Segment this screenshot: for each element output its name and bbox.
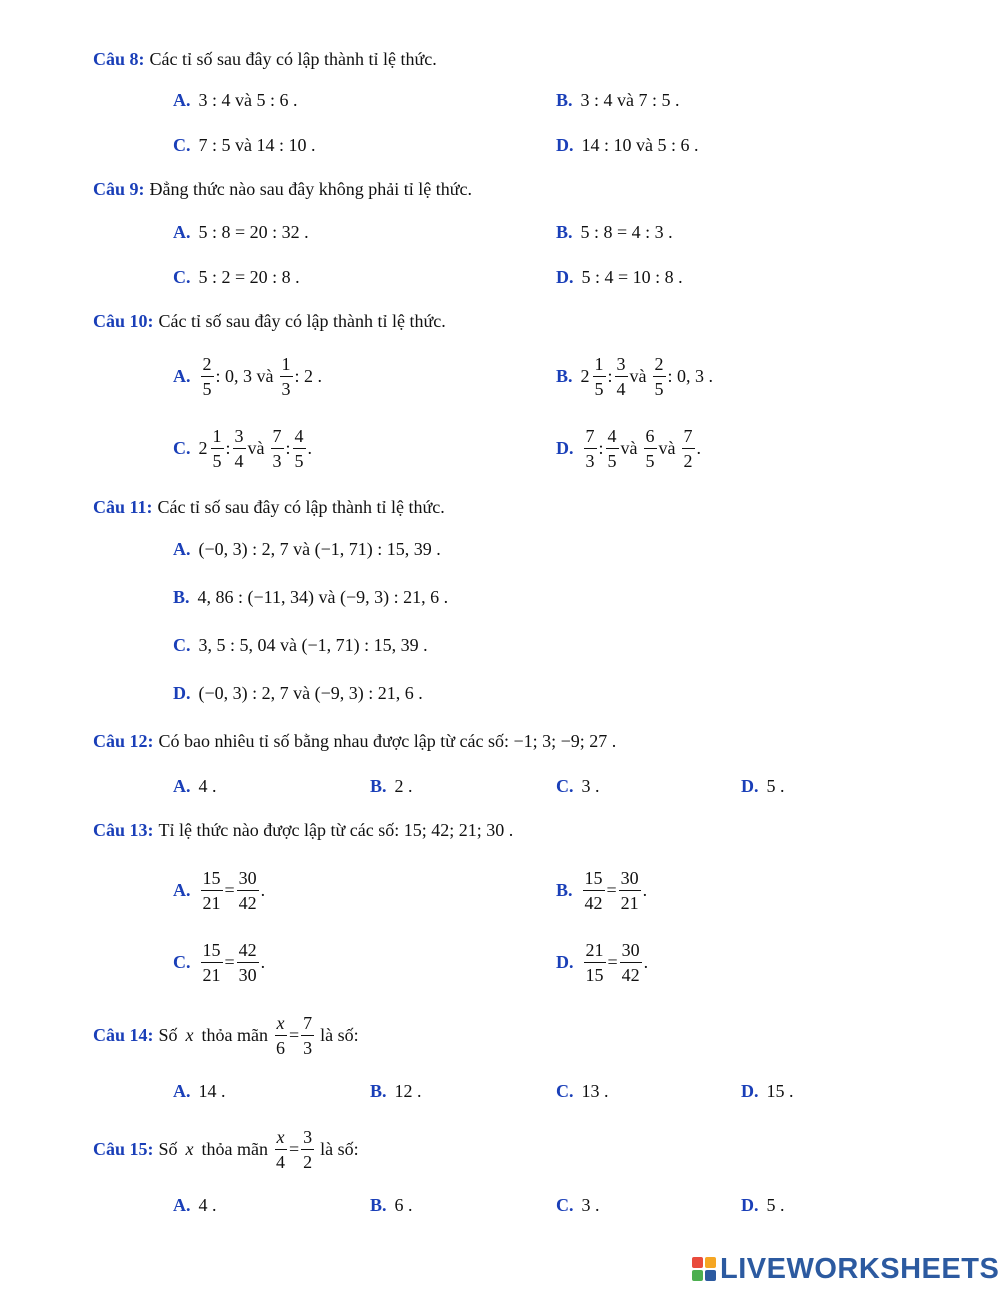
denominator: 5 [212,450,222,471]
question-14-stem [93,1010,359,1060]
denominator: 5 [645,450,655,471]
math-text: : [285,437,291,458]
numerator: 30 [620,941,642,963]
numerator: 21 [584,941,606,963]
option-math [199,427,313,470]
denominator: 2 [303,1151,313,1172]
option-letter: C. [173,634,191,655]
q14-option-c[interactable] [556,1066,609,1116]
question-10-stem [93,309,446,333]
denominator: 21 [202,892,221,913]
logo-text: LIVEWORKSHEETS [720,1252,1000,1285]
stem-math [272,1014,316,1057]
option-letter: B. [370,1080,387,1101]
question-9-text: Đẳng thức nào sau đây không phải tỉ lệ thức. [149,178,472,199]
liveworksheets-logo [692,1252,999,1286]
option-letter: D. [556,134,574,155]
numerator: 6 [644,427,657,449]
numerator: 7 [682,427,695,449]
equals-sign: = [289,1138,300,1159]
q13-option-c[interactable] [173,937,265,987]
numerator: 30 [619,869,641,891]
stem-text: Số [158,1024,178,1045]
equals-sign: = [606,879,617,900]
fraction [606,427,619,470]
question-13-stem [93,818,513,842]
fraction [293,427,306,470]
denominator: 4 [234,450,244,471]
denominator: 42 [238,892,257,913]
fraction [301,1128,314,1171]
option-text: 3 . [581,775,600,796]
option-letter: A. [173,1194,191,1215]
option-text: 2 . [394,775,413,796]
q11-option-a[interactable] [173,524,441,574]
option-letter: C. [556,1194,574,1215]
option-letter: D. [556,437,574,458]
numerator: 42 [237,941,259,963]
denominator: 21 [620,892,639,913]
math-text: : [225,437,231,458]
q13-option-a[interactable] [173,865,265,915]
question-8-label: Câu 8: [93,48,145,69]
fraction [584,941,606,984]
numerator: 2 [201,355,214,377]
logo-tile [705,1270,716,1281]
option-text: 14 . [198,1080,226,1101]
q13-option-d[interactable] [556,937,648,987]
fraction [237,941,259,984]
fraction [584,427,597,470]
option-text: 12 . [394,1080,422,1101]
option-letter: D. [556,951,574,972]
math-text: : [607,365,613,386]
numerator: 1 [280,355,293,377]
denominator: 5 [594,378,604,399]
question-10-text: Các tỉ số sau đây có lập thành tỉ lệ thức. [158,310,446,331]
denominator: 21 [202,964,221,985]
fraction [274,1014,287,1057]
question-9-stem [93,177,472,201]
q8-option-a[interactable] [173,75,298,125]
option-letter: A. [173,775,191,796]
denominator: 6 [276,1037,286,1058]
q9-option-a[interactable] [173,207,309,257]
stem-text: thỏa mãn [201,1024,269,1045]
math-text: : [598,437,604,458]
equals-sign: = [224,879,235,900]
option-math [582,427,702,470]
question-12-text: Có bao nhiêu tỉ số bằng nhau được lập từ các số: −1; 3; −9; 27 . [158,730,617,751]
math-text: và [658,437,676,458]
logo-tile [692,1257,703,1268]
numerator: 1 [593,355,606,377]
fraction [653,355,666,398]
numerator: x [275,1128,287,1150]
option-text: 14 : 10 và 5 : 6 . [581,134,699,155]
option-text: 3 : 4 và 7 : 5 . [580,89,680,110]
q14-option-d[interactable] [741,1066,794,1116]
option-text: 3 . [581,1194,600,1215]
denominator: 5 [607,450,617,471]
fraction [274,1128,287,1171]
variable: x [185,1138,194,1159]
option-math [199,869,266,912]
q9-option-c[interactable] [173,252,300,302]
option-text: 5 . [766,1194,785,1215]
numerator: x [275,1014,287,1036]
question-13-label: Câu 13: [93,819,154,840]
q10-option-d[interactable] [556,423,701,473]
q11-option-d[interactable] [173,668,423,718]
numerator: 2 [653,355,666,377]
math-text: . [643,951,649,972]
math-text: : 2 . [294,365,323,386]
option-text: 13 . [581,1080,609,1101]
stem-text: là số: [320,1024,359,1045]
equals-sign: = [607,951,618,972]
whole-part: 2 [580,365,590,386]
denominator: 3 [585,450,595,471]
question-8-text: Các tỉ số sau đây có lập thành tỉ lệ thức. [149,48,437,69]
q15-option-a[interactable] [173,1180,217,1230]
denominator: 30 [238,964,257,985]
option-text: 3 : 4 và 5 : 6 . [198,89,298,110]
denominator: 42 [584,892,603,913]
option-math [581,869,648,912]
logo-tile [705,1257,716,1268]
q9-option-d[interactable] [556,252,683,302]
numerator: 15 [201,941,223,963]
math-text: : 0, 3 . [667,365,714,386]
numerator: 15 [201,869,223,891]
option-math [199,941,266,984]
fraction [201,941,223,984]
option-letter: C. [556,775,574,796]
question-14-label: Câu 14: [93,1024,154,1045]
q11-option-b[interactable] [173,572,448,622]
denominator: 3 [281,378,291,399]
q15-option-d[interactable] [741,1180,785,1230]
option-letter: C. [556,1080,574,1101]
q13-option-b[interactable] [556,865,647,915]
question-11-label: Câu 11: [93,496,153,517]
numerator: 30 [237,869,259,891]
question-11-text: Các tỉ số sau đây có lập thành tỉ lệ thức. [157,496,445,517]
math-text: : 0, 3 và [215,365,274,386]
math-text: . [642,879,648,900]
q8-option-d[interactable] [556,120,699,170]
option-text: 7 : 5 và 14 : 10 . [198,134,316,155]
fraction [233,427,246,470]
option-letter: A. [173,221,191,242]
option-letter: D. [741,775,759,796]
option-letter: A. [173,1080,191,1101]
option-text: (−0, 3) : 2, 7 và (−9, 3) : 21, 6 . [198,682,423,703]
option-text: 4, 86 : (−11, 34) và (−9, 3) : 21, 6 . [197,586,449,607]
fraction [301,1014,314,1057]
fraction [201,869,223,912]
stem-text: thỏa mãn [201,1138,269,1159]
option-letter: C. [173,266,191,287]
denominator: 3 [272,450,282,471]
numerator: 4 [293,427,306,449]
option-letter: A. [173,365,191,386]
fraction [271,427,284,470]
denominator: 2 [683,450,693,471]
fraction [615,355,628,398]
question-10-label: Câu 10: [93,310,154,331]
option-text: 3, 5 : 5, 04 và (−1, 71) : 15, 39 . [198,634,428,655]
q14-option-a[interactable] [173,1066,226,1116]
numerator: 7 [584,427,597,449]
denominator: 4 [616,378,626,399]
question-12-stem [93,729,616,753]
option-text: 5 : 2 = 20 : 8 . [198,266,300,287]
option-letter: D. [741,1080,759,1101]
variable: x [185,1024,194,1045]
whole-part: 2 [198,437,208,458]
question-8-stem [93,47,437,71]
option-text: 4 . [198,1194,217,1215]
option-letter: A. [173,89,191,110]
q10-option-c[interactable] [173,423,312,473]
q15-option-c[interactable] [556,1180,600,1230]
option-letter: D. [741,1194,759,1215]
fraction [682,427,695,470]
stem-text: Số [158,1138,178,1159]
question-15-label: Câu 15: [93,1138,154,1159]
fraction [280,355,293,398]
math-text: và [620,437,638,458]
q15-option-b[interactable] [370,1180,413,1230]
stem-text: là số: [320,1138,359,1159]
equals-sign: = [224,951,235,972]
fraction [620,941,642,984]
q10-option-b[interactable] [556,351,713,401]
denominator: 15 [585,964,604,985]
question-13-text: Tỉ lệ thức nào được lập từ các số: 15; 42; 21; 30 . [158,819,514,840]
math-text: và [247,437,265,458]
fraction [201,355,214,398]
option-math [582,941,649,984]
option-letter: C. [173,437,191,458]
option-letter: A. [173,538,191,559]
option-letter: B. [556,365,573,386]
q10-option-a[interactable] [173,351,322,401]
logo-tile [692,1270,703,1281]
option-text: 5 . [766,775,785,796]
q8-option-b[interactable] [556,75,680,125]
q9-option-b[interactable] [556,207,673,257]
math-text: . [260,879,266,900]
option-text: 4 . [198,775,217,796]
q12-option-d[interactable] [741,761,785,811]
option-math [199,355,323,398]
q11-option-c[interactable] [173,620,428,670]
question-9-label: Câu 9: [93,178,145,199]
math-text: . [696,437,702,458]
q12-option-b[interactable] [370,761,413,811]
option-letter: B. [173,586,190,607]
option-text: 5 : 8 = 20 : 32 . [198,221,309,242]
numerator: 3 [233,427,246,449]
fraction [583,869,605,912]
math-text: . [260,951,266,972]
q14-option-b[interactable] [370,1066,422,1116]
fraction [619,869,641,912]
numerator: 7 [301,1014,314,1036]
numerator: 4 [606,427,619,449]
math-text: và [629,365,647,386]
option-text: (−0, 3) : 2, 7 và (−1, 71) : 15, 39 . [198,538,441,559]
fraction [644,427,657,470]
option-letter: B. [556,89,573,110]
stem-math [272,1128,316,1171]
numerator: 1 [211,427,224,449]
numerator: 3 [301,1128,314,1150]
option-text: 5 : 4 = 10 : 8 . [581,266,683,287]
fraction [593,355,606,398]
denominator: 42 [621,964,640,985]
option-letter: B. [370,1194,387,1215]
numerator: 7 [271,427,284,449]
denominator: 5 [294,450,304,471]
option-text: 5 : 8 = 4 : 3 . [580,221,673,242]
option-letter: C. [173,134,191,155]
denominator: 3 [303,1037,313,1058]
denominator: 5 [654,378,664,399]
option-letter: A. [173,879,191,900]
option-math [581,355,714,398]
math-text: . [307,437,313,458]
logo-mark-icon [692,1257,716,1281]
question-15-stem [93,1124,359,1174]
numerator: 15 [583,869,605,891]
denominator: 4 [276,1151,286,1172]
q12-option-c[interactable] [556,761,600,811]
equals-sign: = [289,1024,300,1045]
fraction [211,427,224,470]
option-letter: B. [370,775,387,796]
option-letter: D. [173,682,191,703]
option-text: 6 . [394,1194,413,1215]
denominator: 5 [202,378,212,399]
option-text: 15 . [766,1080,794,1101]
numerator: 3 [615,355,628,377]
option-letter: B. [556,221,573,242]
option-letter: D. [556,266,574,287]
question-11-stem [93,495,445,519]
fraction [237,869,259,912]
q12-option-a[interactable] [173,761,217,811]
option-letter: B. [556,879,573,900]
question-12-label: Câu 12: [93,730,154,751]
q8-option-c[interactable] [173,120,316,170]
option-letter: C. [173,951,191,972]
